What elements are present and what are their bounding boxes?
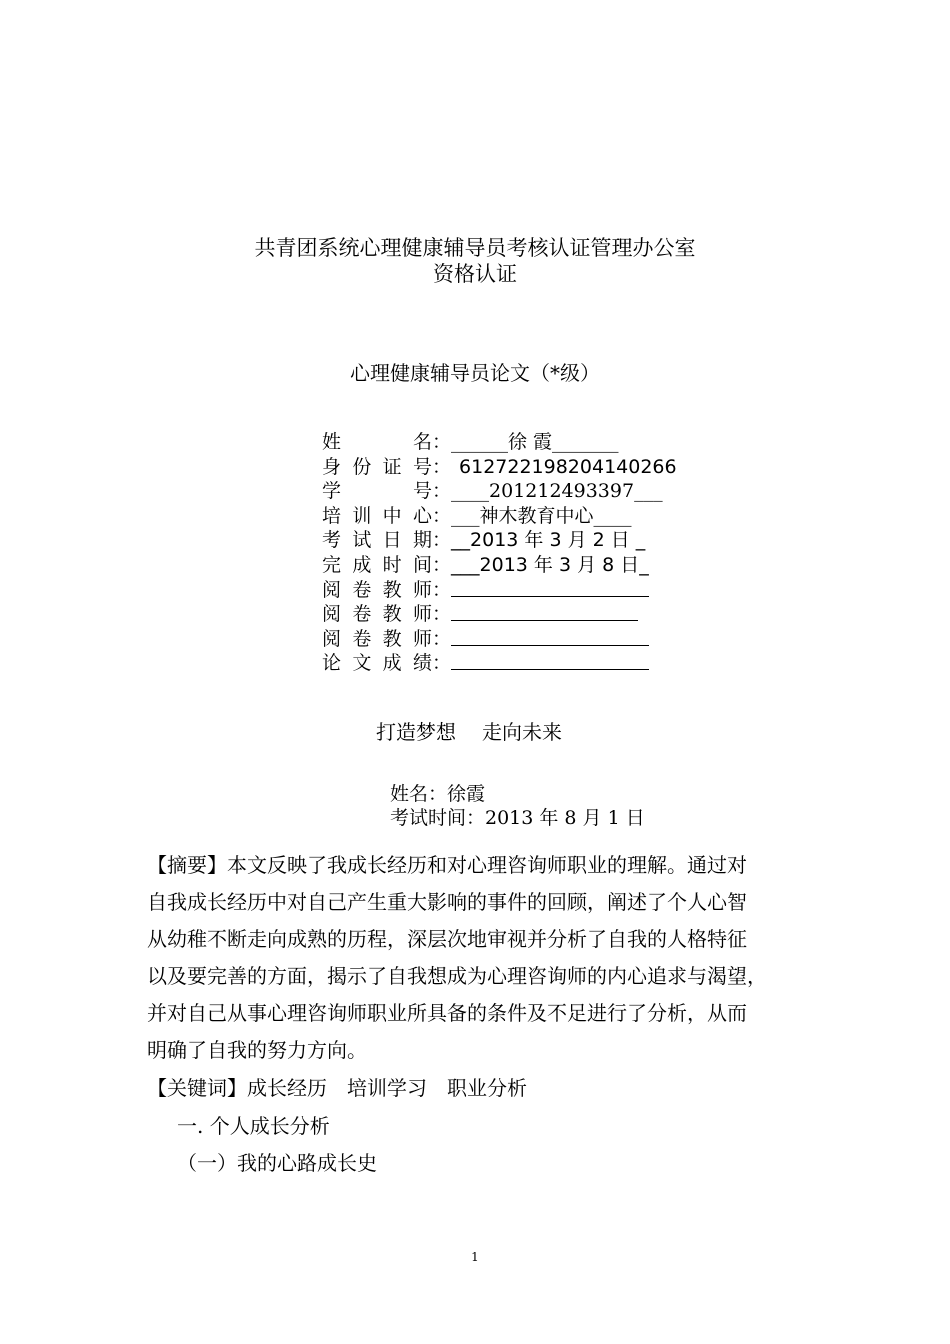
reviewer-label: 阅卷教师: [322, 603, 432, 626]
abstract: [147, 847, 810, 1069]
keywords: 【关键词】成长经历 培训学习 职业分析: [147, 1076, 527, 1100]
essay-title-part2: 走向未来: [482, 720, 562, 744]
author-exam-time: 考试时间：2013 年 8 月 1 日: [390, 807, 645, 829]
org-header: 共青团系统心理健康辅导员考核认证管理办公室: [254, 236, 696, 260]
info-row-name: 姓名 ： ______徐 霞_______: [322, 431, 619, 453]
essay-title: [376, 716, 562, 745]
reviewer-label: 阅卷教师: [322, 627, 432, 650]
doc-title: 心理健康辅导员论文（*级）: [350, 361, 600, 385]
info-row-exam-date: 考试日期 ： __2013 年 3 月 2 日 _: [322, 529, 646, 552]
abstract-line: 从幼稚不断走向成熟的历程，深层次地审视并分析了自我的人格特征: [147, 927, 747, 951]
id-value: 612722198204140266: [459, 455, 677, 478]
reviewer-blank: [451, 627, 649, 646]
info-row-reviewer-1: 阅卷教师 ：: [322, 578, 677, 603]
exam-date-value: __2013 年 3 月 2 日 _: [451, 529, 646, 552]
cert-header: 资格认证: [433, 262, 517, 286]
student-label: 学号: [322, 480, 432, 503]
abstract-line: 自我成长经历中对自己产生重大影响的事件的回顾，阐述了个人心智: [147, 890, 747, 914]
author-name: 姓名：徐霞: [390, 783, 486, 805]
exam-date-label: 考试日期: [322, 529, 432, 552]
center-label: 培训中心: [322, 504, 432, 527]
reviewer-blank: [451, 602, 638, 621]
reviewer-blank: [451, 578, 649, 597]
finish-value: ___2013 年 3 月 8 日_: [451, 553, 649, 576]
info-row-id: 身份证号 ： 612722198204140266: [322, 455, 677, 478]
info-row-center: 培训中心 ： ___神木教育中心____: [322, 504, 632, 527]
info-table: [322, 430, 677, 676]
abstract-line: 【摘要】本文反映了我成长经历和对心理咨询师职业的理解。通过对: [147, 853, 747, 877]
section-heading-1: 一. 个人成长分析: [177, 1114, 330, 1138]
abstract-line: 明确了自我的努力方向。: [147, 1038, 367, 1062]
info-row-score: 论文成绩 ：: [322, 651, 677, 676]
id-label: 身份证号: [322, 455, 432, 478]
reviewer-label: 阅卷教师: [322, 578, 432, 601]
abstract-line: 并对自己从事心理咨询师职业所具备的条件及不足进行了分析，从而: [147, 1001, 747, 1025]
score-blank: [451, 651, 649, 670]
info-row-reviewer-2: 阅卷教师 ：: [322, 602, 677, 627]
abstract-line: 以及要完善的方面，揭示了自我想成为心理咨询师的内心追求与渴望，: [147, 964, 767, 988]
name-label: 姓名: [322, 431, 432, 453]
name-value: ______徐 霞_______: [451, 431, 619, 453]
info-row-finish: 完成时间 ： ___2013 年 3 月 8 日_: [322, 553, 649, 576]
student-value: ____201212493397___: [451, 480, 663, 503]
finish-label: 完成时间: [322, 553, 432, 576]
info-row-reviewer-3: 阅卷教师 ：: [322, 627, 677, 652]
center-value: ___神木教育中心____: [451, 504, 632, 527]
info-row-student: 学号 ： ____201212493397___: [322, 480, 663, 503]
page-number: 1: [471, 1250, 479, 1264]
section-heading-1-1: （一）我的心路成长史: [177, 1151, 377, 1175]
score-label: 论文成绩: [322, 652, 432, 675]
essay-title-part1: 打造梦想: [376, 720, 456, 744]
